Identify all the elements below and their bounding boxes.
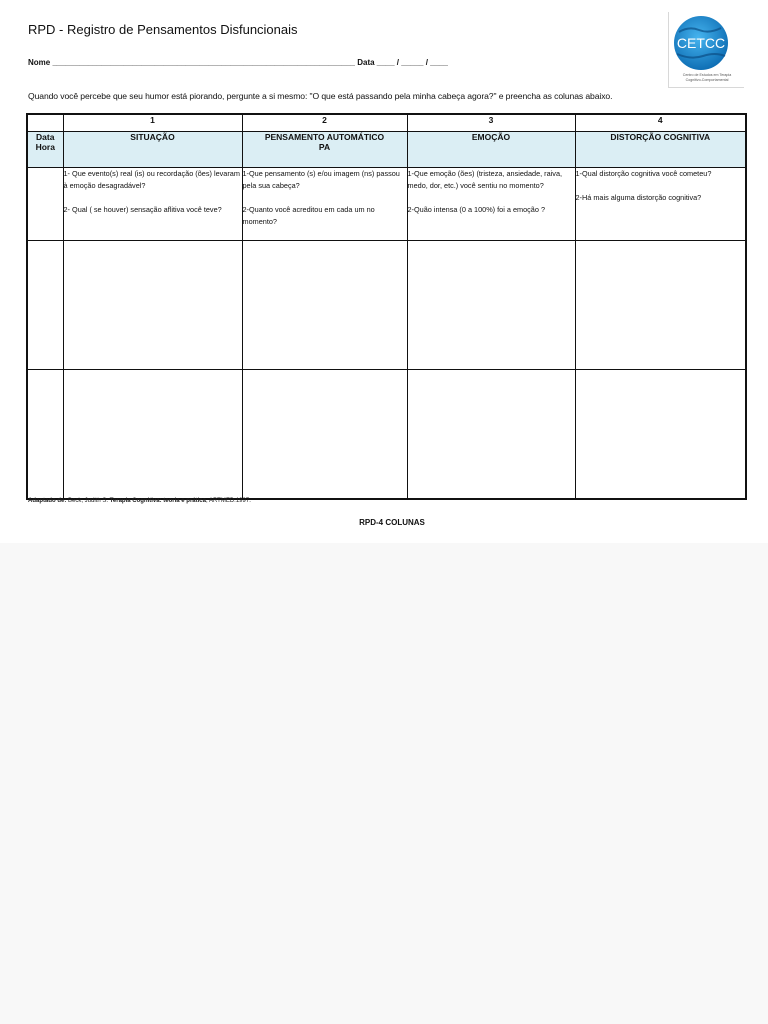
number-cell-blank	[27, 114, 63, 132]
entry-1-emocao-cell[interactable]	[407, 241, 575, 370]
column-number-4: 4	[575, 114, 746, 132]
reference-author: Beck, Judith S.	[66, 498, 110, 504]
reference-publisher: , ARTMED:1997.	[205, 498, 251, 504]
name-date-field[interactable]: Nome ____________________________________________________________________ Data ____ / _____ / ____	[28, 58, 448, 67]
logo-subtext-1: Centro de Estudos em Terapia	[682, 73, 732, 77]
header-emocao	[407, 132, 575, 168]
page-title: RPD - Registro de Pensamentos Disfuncionais	[28, 22, 298, 37]
situacao-questions	[63, 168, 242, 241]
column-number-row	[27, 114, 746, 132]
logo-subtext-2: Cognitivo-Comportamental	[685, 78, 729, 82]
column-header-row	[27, 132, 746, 168]
column-number-2: 2	[242, 114, 407, 132]
pensamento-questions	[242, 168, 407, 241]
date-header-label: Data	[36, 132, 55, 142]
header-situacao-label: SITUAÇÃO	[130, 132, 175, 142]
entry-1-situacao-cell[interactable]	[63, 241, 242, 370]
entry-2-date-cell[interactable]	[27, 370, 63, 500]
emocao-question-1: 1-Que emoção (ões) (tristeza, ansiedade, raiva, medo, dor, etc.) você sentiu no momento?	[407, 169, 563, 190]
reference-label: Adaptado de:	[28, 498, 67, 504]
distorcao-question-2: 2-Há mais alguma distorção cognitiva?	[575, 193, 702, 202]
reference-title: Terapia Cognitiva: teoria e prática	[109, 498, 206, 504]
instruction-text: Quando você percebe que seu humor está piorando, pergunte a si mesmo: "O que está passando pela minha cabeça agora?" e preencha as colunas abaixo.	[28, 91, 613, 101]
entry-1-date-cell[interactable]	[27, 241, 63, 370]
date-hour-header	[27, 132, 63, 168]
situacao-question-2: 2- Qual ( se houver) sensação aflitiva você teve?	[63, 205, 222, 214]
column-number-1: 1	[63, 114, 242, 132]
header-distorcao-cognitiva	[575, 132, 746, 168]
rpd-table	[26, 113, 747, 500]
entry-row-2	[27, 370, 746, 500]
emocao-question-2: 2-Quão intensa (0 a 100%) foi a emoção ?	[407, 205, 546, 214]
distorcao-questions	[575, 168, 746, 241]
hour-header-label: Hora	[35, 142, 55, 152]
entry-2-pensamento-cell[interactable]	[242, 370, 407, 500]
pensamento-question-2: 2-Quanto você acreditou em cada um no momento?	[242, 205, 375, 226]
header-distorcao-label: DISTORÇÃO COGNITIVA	[610, 132, 711, 142]
entry-row-1	[27, 241, 746, 370]
form-code: RPD-4 COLUNAS	[359, 518, 425, 527]
situacao-question-1: 1- Que evento(s) real (is) ou recordação (ões) levaram à emoção desagradável?	[63, 169, 240, 190]
column-number-3: 3	[407, 114, 575, 132]
entry-2-situacao-cell[interactable]	[63, 370, 242, 500]
entry-2-distorcao-cell[interactable]	[575, 370, 746, 500]
pensamento-question-1: 1-Que pensamento (s) e/ou imagem (ns) passou pela sua cabeça?	[242, 169, 400, 190]
reference-note	[28, 498, 251, 504]
entry-1-pensamento-cell[interactable]	[242, 241, 407, 370]
cetcc-logo	[668, 12, 744, 88]
header-situacao	[63, 132, 242, 168]
logo-text: CETCC	[676, 35, 726, 51]
header-pa-label: PA	[318, 142, 331, 152]
emocao-questions	[407, 168, 575, 241]
distorcao-question-1: 1-Qual distorção cognitiva você cometeu?	[575, 169, 712, 178]
question-row	[27, 168, 746, 241]
cetcc-globe-logo-icon	[669, 12, 745, 88]
header-pensamento-automatico	[242, 132, 407, 168]
header-pensamento-label: PENSAMENTO AUTOMÁTICO	[264, 132, 385, 142]
entry-2-emocao-cell[interactable]	[407, 370, 575, 500]
question-date-cell[interactable]	[27, 168, 63, 241]
entry-1-distorcao-cell[interactable]	[575, 241, 746, 370]
header-emocao-label: EMOÇÃO	[471, 132, 511, 142]
